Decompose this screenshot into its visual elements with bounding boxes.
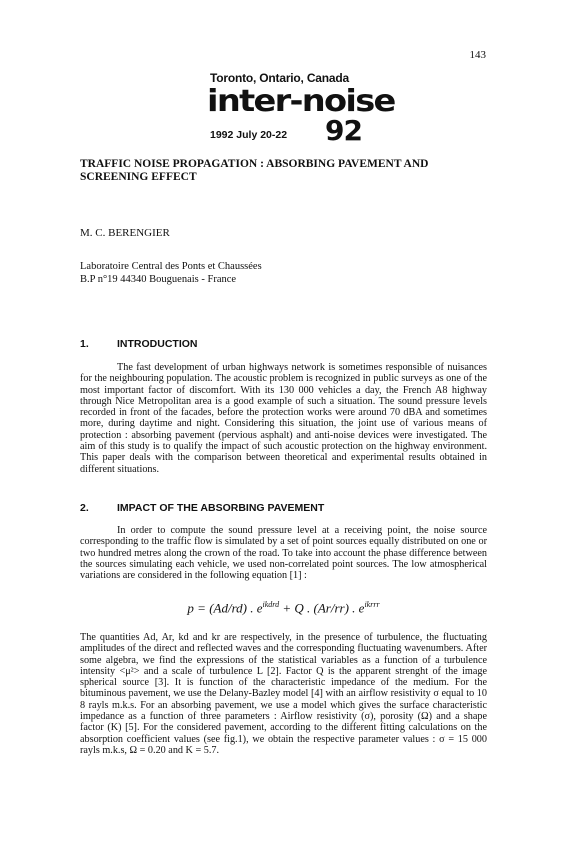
section-1-paragraph (80, 362, 487, 475)
equation (80, 600, 487, 616)
section-2-heading: IMPACT OF THE ABSORBING PAVEMENT (117, 502, 325, 514)
section-2-text: In order to compute the sound pressure level at a receiving point, the noise source corresponding to the traffic flow is simulated by a set of point sources equally distributed on one or two hundred metres along the crown of the road. To take into account the phase difference between the sources simulating each vehicle, we used non-correlated point sources. The low atmospherical variations are considered in the following equation [1] : (80, 525, 487, 582)
closing-paragraph (80, 632, 487, 756)
section-2-paragraph (80, 525, 487, 581)
closing-text: The quantities Ad, Ar, kd and kr are respectively, in the presence of turbulence, the fluctuating amplitudes of the direct and reflected waves and the corresponding fluctuating wavenumbers. After some algebra, we find the expressions of the statistical variables as a function of a turbulence intensity <μ²> and a scale of turbulence L [2]. Factor Q is the apparent strenght of the image spherical source [3]. It is function of the characteristic impedance of the medium. For the bituminous pavement, we use the Delany-Bazley model [4] with an airflow resistivity σ equal to 10 8 rayls m.k.s. For an absorbing pavement, we use a model which gives the surface characteristic impedance as a function of three parameters : Airflow resistivity (σ), porosity (Ω) and a shape factor (K) [5]. For the considered pavement, according to the different fitting calculations on the absorption coefficient values (see fig.1), we obtain the respective parameter values : σ = 15 000 rayls m.k.s, Ω = 0.20 and K = 5.7. (80, 632, 487, 756)
section-1-text: The fast development of urban highways network is sometimes responsible of nuisances for the neighbouring population. The acoustic problem is recognized in public surveys as one of the most important factor of discomfort. With its 130 000 vehicles a day, the French A8 highway through Nice Metropolitan area is a good example of such a situation. The sound pressure levels recorded in front of the facades, before the protection works were around 70 dBA and sometimes more, during daytime and night. Considering this situation, the joint use of various means of protection : absorbing pavement (pervious asphalt) and anti-noise devices were investigated. The aim of this study is to qualify the impact of such acoustic protection on the highway environment. This paper deals with the comparison between theoretical and experimental results obtained in different situations. (80, 362, 487, 475)
section-1-heading: INTRODUCTION (117, 338, 198, 350)
equation-reflected-exponent: ikrrr (364, 600, 380, 609)
paper-title: TRAFFIC NOISE PROPAGATION : ABSORBING PAVEMENT AND SCREENING EFFECT (80, 158, 429, 183)
conference-logo: inter-noise (207, 84, 395, 119)
equation-direct-term: p = (Ad/rd) . e (187, 600, 263, 616)
affiliation-line-1: Laboratoire Central des Ponts et Chaussées (80, 261, 262, 272)
conference-location: Toronto, Ontario, Canada (210, 71, 349, 85)
author: M. C. BERENGIER (80, 227, 170, 239)
conference-dates: 1992 July 20-22 (210, 129, 288, 141)
page-number: 143 (469, 49, 486, 61)
section-1-number: 1. (80, 338, 89, 350)
affiliation-line-2: B.P n°19 44340 Bouguenais - France (80, 273, 237, 285)
equation-reflected-term: + Q . (Ar/rr) . e (279, 600, 365, 616)
equation-direct-exponent: ikdrd (262, 600, 280, 609)
affiliation (80, 261, 262, 286)
section-2-number: 2. (80, 502, 89, 514)
conference-year: 92 (325, 114, 362, 147)
